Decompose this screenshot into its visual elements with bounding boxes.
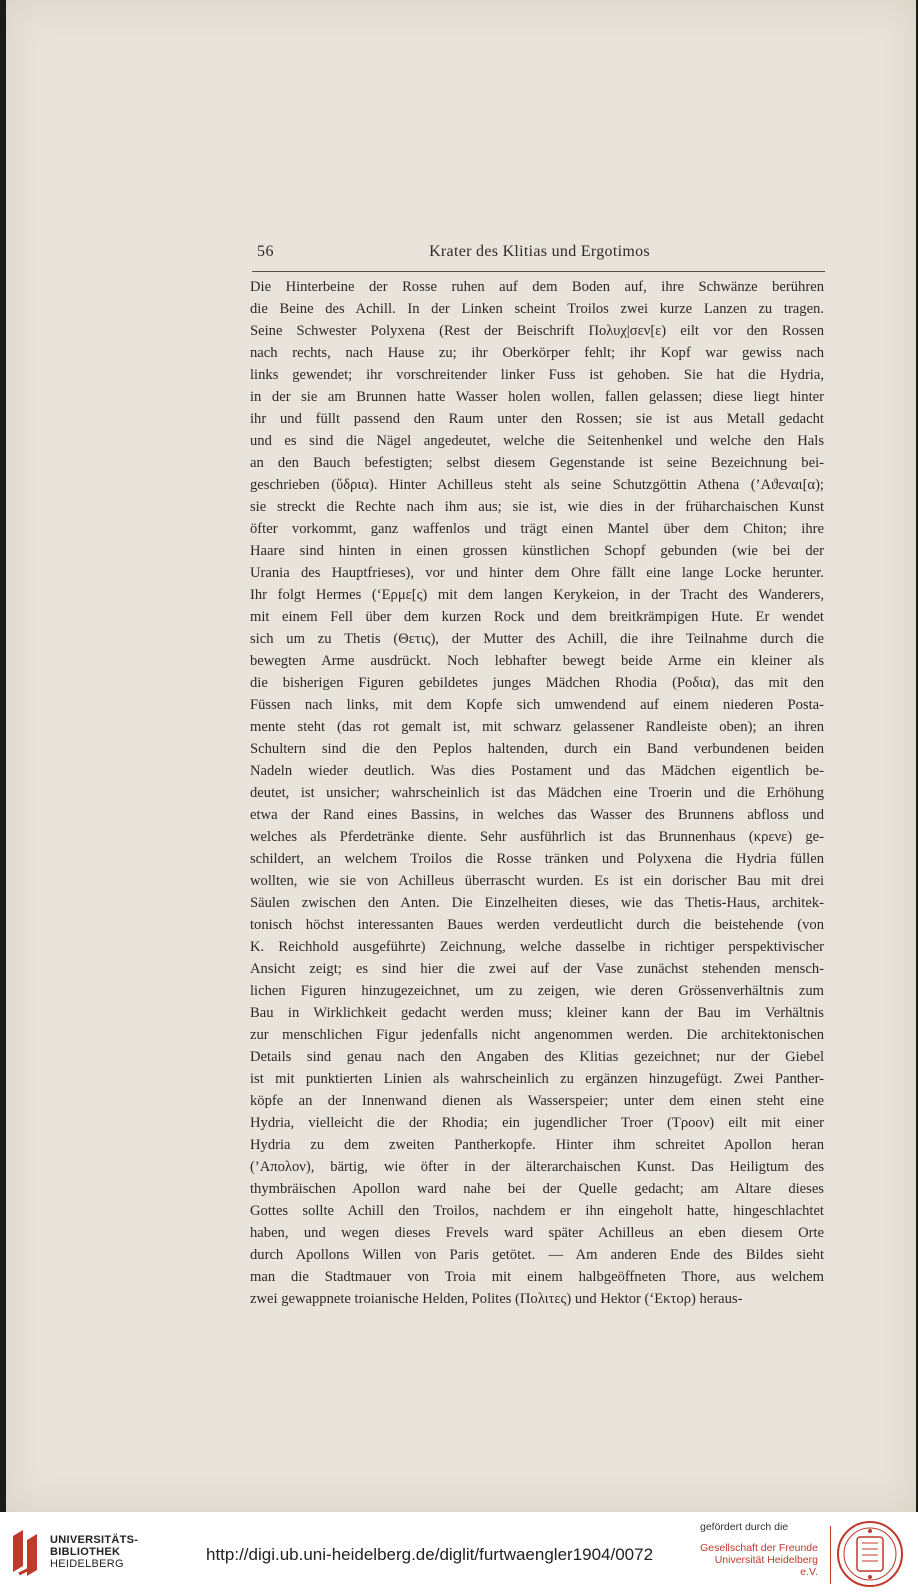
text-line: nach rechts, nach Hause zu; ihr Oberkörper fehlt; ihr Kopf war gewiss nach <box>250 345 824 361</box>
text-line: tonisch höchst interessanten Baues werden verdeutlicht durch die beistehende (von <box>250 917 824 933</box>
text-line: Hydria, vielleicht die der Rhodia; ein jugendlicher Troer (Τροον) eilt mit einer <box>250 1115 824 1131</box>
text-line: K. Reichhold ausgeführte) Zeichnung, welche dasselbe in richtiger perspektivischer <box>250 939 824 955</box>
text-line: thymbräischen Apollon ward nahe bei der Quelle gedacht; am Altare dieses <box>250 1181 824 1197</box>
library-name-line1: UNIVERSITÄTS- <box>50 1534 139 1546</box>
text-line: man die Stadtmauer von Troia mit einem halbgeöffneten Thore, aus welchem <box>250 1269 824 1285</box>
text-line: in der sie am Brunnen hatte Wasser holen wollen, fallen gelassen; diese liegt hinter <box>250 389 824 405</box>
text-line: Ihr folgt Hermes (‘Ερμε[ς) mit dem langen Kerykeion, in der Tracht des Wanderers, <box>250 587 824 603</box>
text-line: haben, und wegen dieses Frevels ward später Achilleus an eben diesem Orte <box>250 1225 824 1241</box>
text-line: köpfe an der Innenwand dienen als Wasserspeier; unter dem einen steht eine <box>250 1093 824 1109</box>
footer-bar <box>0 1512 918 1595</box>
text-line: Bau in Wirklichkeit gedacht werden muss; kleiner kann der Bau im Verhältnis <box>250 1005 824 1021</box>
text-line: Füssen nach links, mit dem Kopfe sich umwendend auf einem niederen Posta- <box>250 697 824 713</box>
sponsor-block <box>700 1521 820 1578</box>
text-line: an den Bauch befestigten; selbst diesem Gegenstande ist seine Bezeichnung bei- <box>250 455 824 471</box>
text-line: Nadeln wieder deutlich. Was dies Postament und das Mädchen eigentlich be- <box>250 763 824 779</box>
running-header <box>257 243 822 265</box>
text-line: schildert, an welchem Troilos die Rosse tränken und Polyxena die Hydria füllen <box>250 851 824 867</box>
page-number: 56 <box>257 243 274 260</box>
text-line: Details sind genau nach den Angaben des Klitias gezeichnet; nur der Giebel <box>250 1049 824 1065</box>
text-line: links gewendet; ihr vorschreitender linker Fuss ist gehoben. Sie hat die Hydria, <box>250 367 824 383</box>
university-library-logo-icon <box>9 1528 41 1578</box>
sponsor-label: gefördert durch die <box>700 1521 789 1533</box>
library-name-line3: HEIDELBERG <box>50 1558 124 1570</box>
running-title: Krater des Klitias und Ergotimos <box>429 243 650 260</box>
text-line: Schultern sind die den Peplos haltenden, durch ein Band verbundenen beiden <box>250 741 824 757</box>
library-name-line2: BIBLIOTHEK <box>50 1546 121 1558</box>
text-line: mit einem Fell über dem kurzen Rock und dem breitkrämpigen Hute. Er wendet <box>250 609 824 625</box>
text-line: Gottes sollte Achill den Troilos, nachdem er ihn eingeholt hatte, hingeschlachtet <box>250 1203 824 1219</box>
footer-divider <box>830 1526 831 1584</box>
text-line: Ansicht zeigt; es sind hier die zwei auf der Vase zunächst stehenden mensch- <box>250 961 824 977</box>
text-line: ist mit punktierten Linien als wahrscheinlich zu ergänzen hinzugefügt. Zwei Panther- <box>250 1071 824 1087</box>
text-line: die bisherigen Figuren gebildetes junges Mädchen Rhodia (Ροδια), das mit den <box>250 675 824 691</box>
text-line: lichen Figuren hinzugezeichnet, um zu zeigen, wie deren Grössenverhältnis zum <box>250 983 824 999</box>
text-line: öfter vorkommt, ganz waffenlos und trägt einen Mantel über dem Chiton; ihre <box>250 521 824 537</box>
text-line: Die Hinterbeine der Rosse ruhen auf dem Boden auf, ihre Schwänze berühren <box>250 279 824 295</box>
text-line: etwa der Rand eines Bassins, in welches das Wasser des Brunnens abfloss und <box>250 807 824 823</box>
text-line: geschrieben (ὕδρια). Hinter Achilleus steht als seine Schutzgöttin Athena (’Αϑεναι[α); <box>250 477 824 493</box>
text-line: wollten, wie sie von Achilleus überrascht wurden. Es ist ein dorischer Bau mit drei <box>250 873 824 889</box>
text-line: sie streckt die Rechte nach ihm aus; sie ist, wie dies in der früharchaischen Kunst <box>250 499 824 515</box>
sponsor-org-line2: Universität Heidelberg e.V. <box>714 1554 818 1578</box>
text-line: durch Apollons Willen von Paris getötet. — Am anderen Ende des Bildes sieht <box>250 1247 824 1263</box>
library-name <box>50 1534 138 1570</box>
header-rule <box>252 271 825 272</box>
text-line: zwei gewappnete troianische Helden, Polites (Πολιτες) und Hektor (‘Εκτορ) heraus- <box>250 1291 743 1307</box>
text-line: die Beine des Achill. In der Linken scheint Troilos zwei kurze Lanzen zu tragen. <box>250 301 824 317</box>
text-line: deutet, ist unsicher; wahrscheinlich ist das Mädchen eine Troerin und die Erhöhung <box>250 785 824 801</box>
text-line: sich um zu Thetis (Θετις), der Mutter des Achill, die ihre Teilnahme durch die <box>250 631 824 647</box>
text-line: Urania des Hauptfrieses), vor und hinter dem Ohre fällt eine lange Locke herunter. <box>250 565 824 581</box>
text-line: zur menschlichen Figur jedenfalls nicht angenommen werden. Die architektonischen <box>250 1027 824 1043</box>
text-line: und es sind die Nägel angedeutet, welche die Seitenhenkel und welche den Hals <box>250 433 824 449</box>
text-line: Haare sind hinten in einen grossen künstlichen Schopf gebunden (wie bei der <box>250 543 824 559</box>
text-line: ihr und füllt passend den Raum unter den Rossen; sie ist aus Metall gedacht <box>250 411 824 427</box>
text-line: bewegten Arme ausdrückt. Noch lebhafter bewegt beide Arme ein kleiner als <box>250 653 824 669</box>
text-line: Säulen zwischen den Anten. Die Einzelheiten dieses, wie das Thetis-Haus, architek- <box>250 895 824 911</box>
university-seal-icon <box>835 1519 905 1589</box>
body-text <box>250 276 824 1310</box>
text-line: (’Απολον), bärtig, wie öfter in der älterarchaischen Kunst. Das Heiligtum des <box>250 1159 824 1175</box>
text-line: welches als Pferdetränke diente. Sehr ausführlich ist das Brunnenhaus (κρενε) ge- <box>250 829 824 845</box>
text-line: Seine Schwester Polyxena (Rest der Beischrift Πολυχ|σεν[ε) eilt vor den Rossen <box>250 323 824 339</box>
text-line: Hydria zu dem zweiten Pantherkopfe. Hinter ihm schreitet Apollon heran <box>250 1137 824 1153</box>
permalink-url[interactable]: http://digi.ub.uni-heidelberg.de/diglit/furtwaengler1904/0072 <box>206 1545 654 1564</box>
sponsor-org-line1: Gesellschaft der Freunde <box>700 1542 818 1554</box>
text-line: mente steht (das rot gemalt ist, mit schwarz gelassener Randleiste oben); an ihren <box>250 719 824 735</box>
